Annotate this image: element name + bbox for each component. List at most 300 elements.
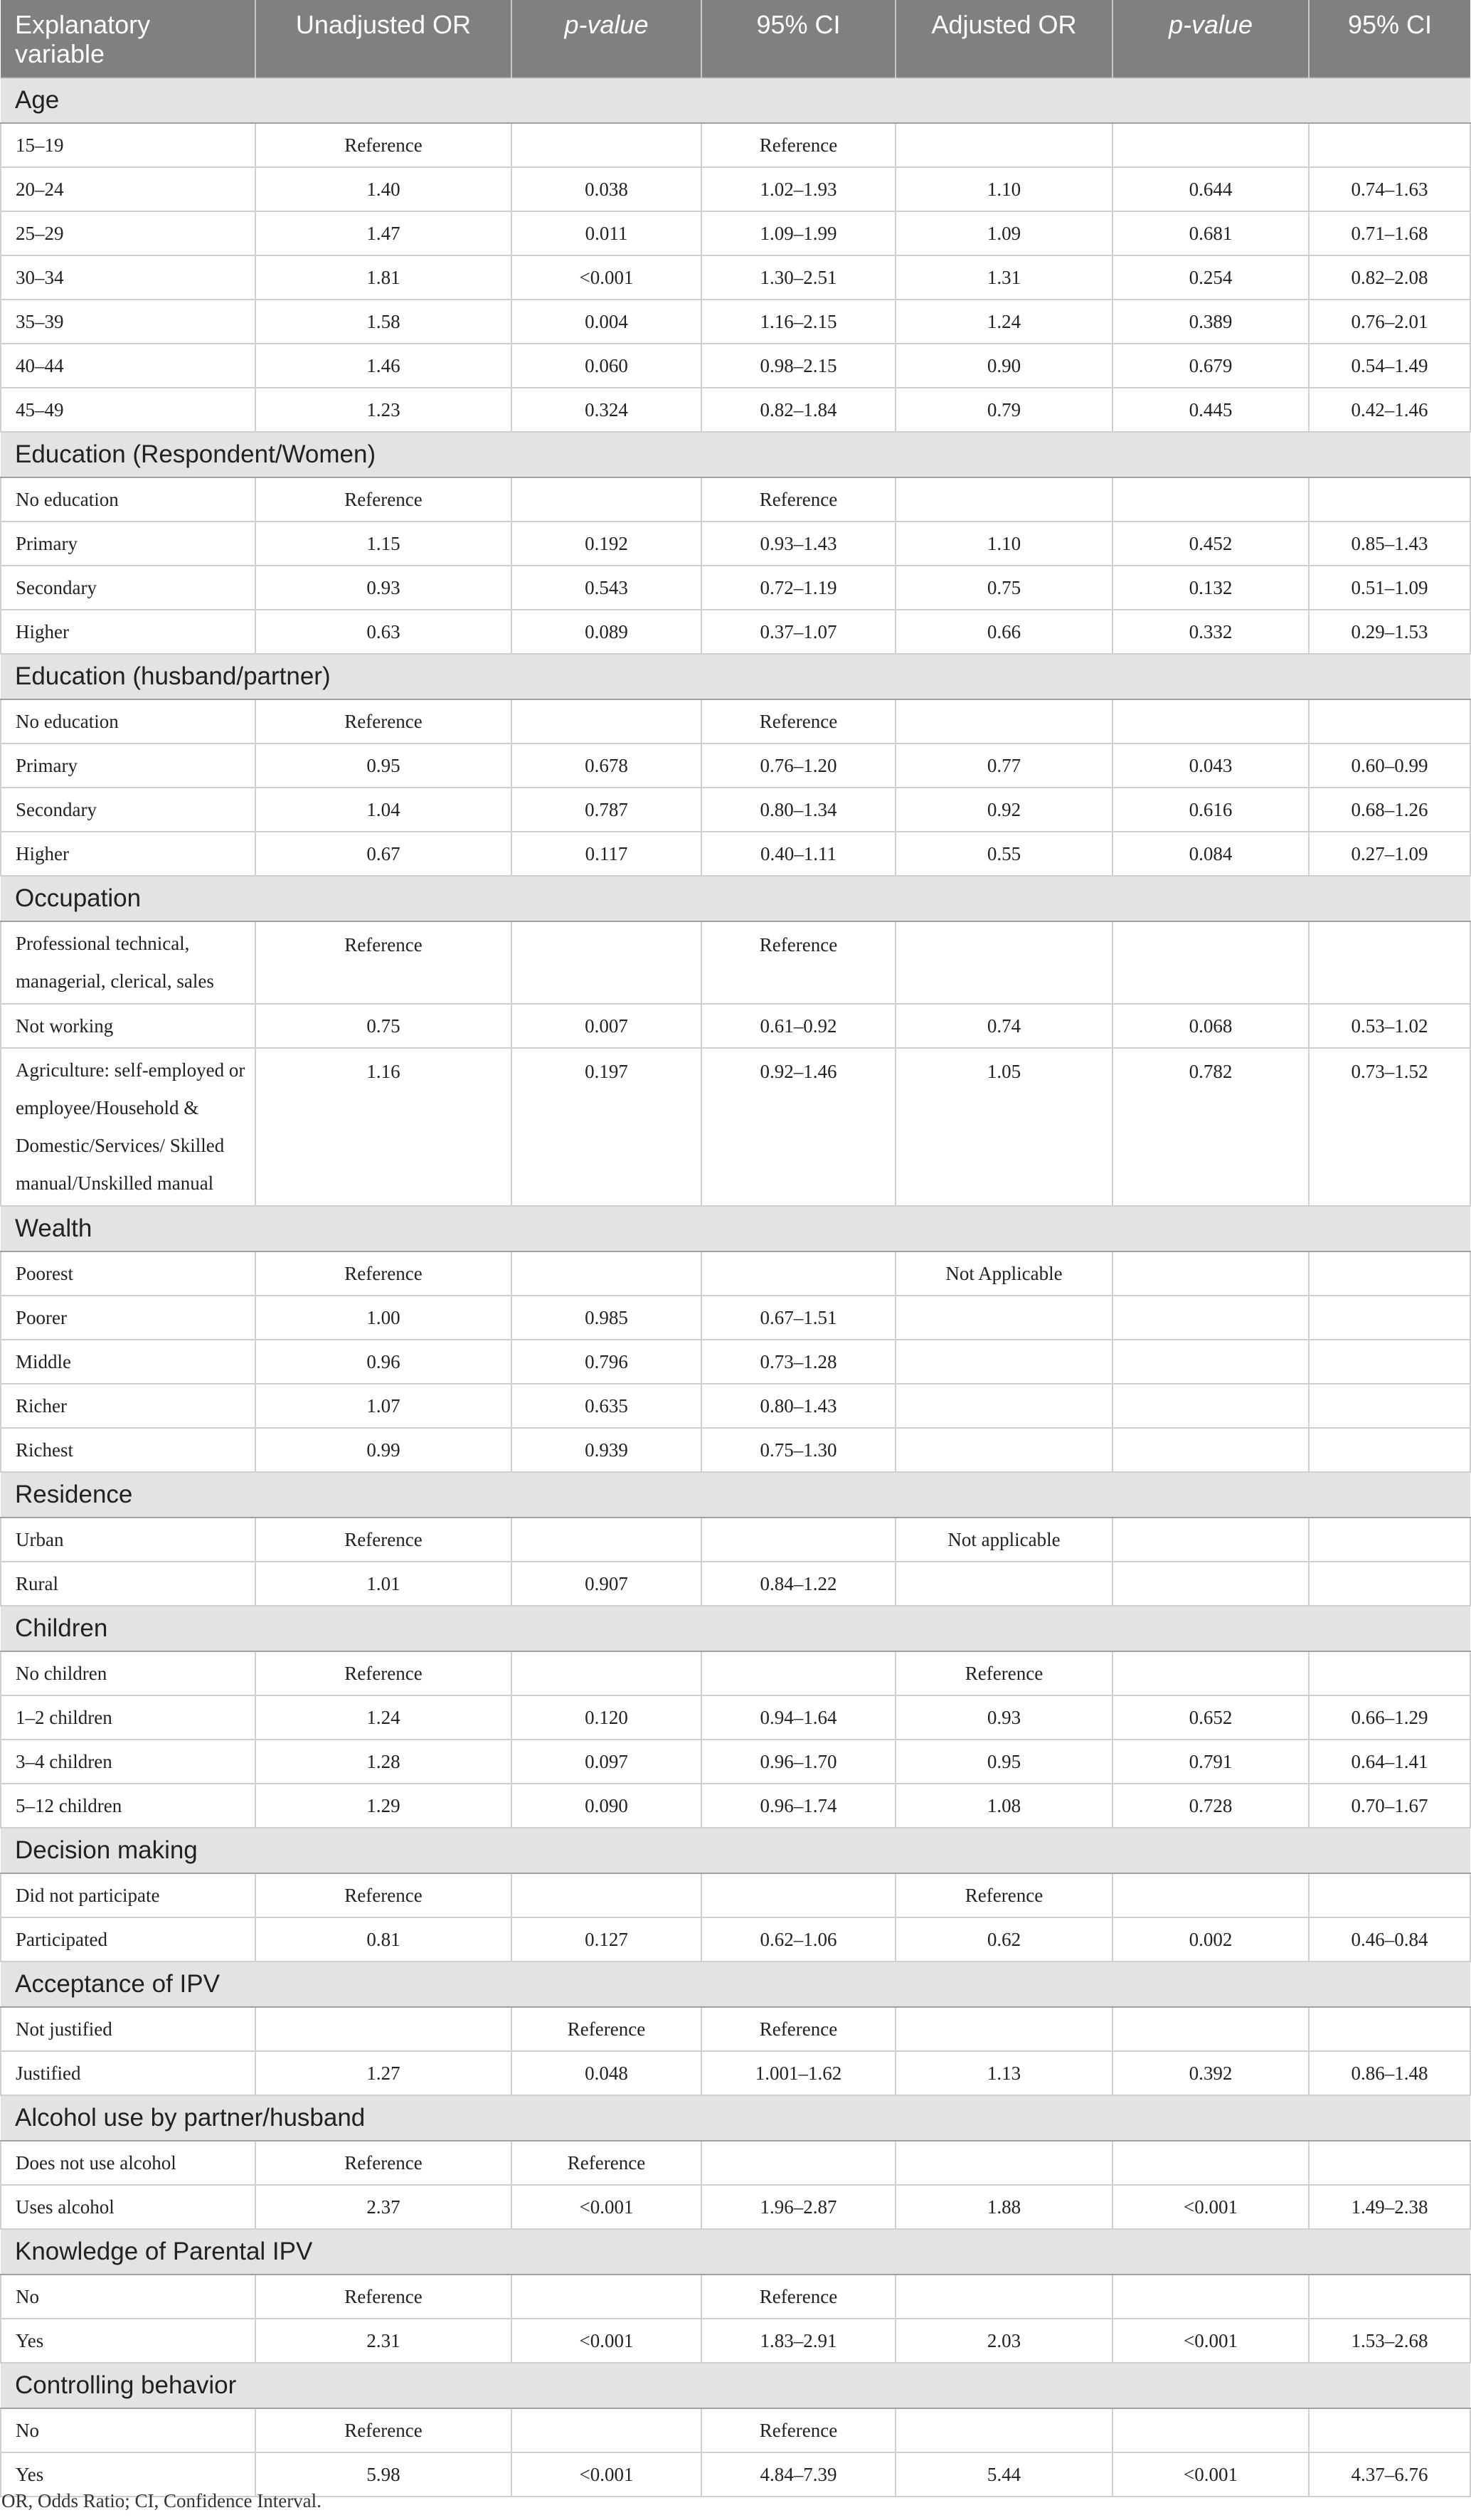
table-row — [1, 1873, 1470, 1917]
cell-variable: 20–24 — [1, 167, 255, 211]
cell-ci-unadjusted: 0.76–1.20 — [701, 743, 896, 788]
header-p-value-unadjusted — [511, 0, 701, 78]
table-row — [1, 788, 1470, 832]
cell-variable: Secondary — [1, 566, 255, 610]
table-row — [1, 743, 1470, 788]
cell-ci-adjusted: 0.76–2.01 — [1309, 300, 1470, 344]
section-title: Residence — [1, 1472, 1470, 1518]
section-header-row — [1, 432, 1470, 477]
cell-unadjusted-or: 1.04 — [255, 788, 511, 832]
cell-ci-adjusted: 0.86–1.48 — [1309, 2051, 1470, 2095]
table-row — [1, 2051, 1470, 2095]
cell-unadjusted-or: 2.31 — [255, 2319, 511, 2363]
cell-ci-unadjusted: 0.62–1.06 — [701, 1917, 896, 1962]
table-row — [1, 255, 1470, 300]
cell-unadjusted-or: 2.37 — [255, 2185, 511, 2229]
table-row — [1, 123, 1470, 167]
cell-ci-unadjusted: Reference — [701, 2408, 896, 2452]
cell-ci-adjusted — [1309, 1251, 1470, 1296]
cell-ci-unadjusted: Reference — [701, 123, 896, 167]
cell-p-value-adjusted: 0.728 — [1112, 1784, 1309, 1828]
table-row — [1, 344, 1470, 388]
table-row — [1, 699, 1470, 743]
cell-ci-adjusted — [1309, 477, 1470, 522]
cell-adjusted-or — [896, 123, 1112, 167]
cell-p-value-unadjusted — [511, 1251, 701, 1296]
cell-adjusted-or: Not applicable — [896, 1518, 1112, 1562]
cell-p-value-unadjusted: <0.001 — [511, 2319, 701, 2363]
cell-adjusted-or: 1.13 — [896, 2051, 1112, 2095]
cell-ci-unadjusted: 4.84–7.39 — [701, 2452, 896, 2497]
section-title: Alcohol use by partner/husband — [1, 2095, 1470, 2141]
table-row — [1, 1695, 1470, 1740]
cell-ci-adjusted — [1309, 1296, 1470, 1340]
cell-ci-unadjusted: 0.75–1.30 — [701, 1428, 896, 1472]
table-row — [1, 1340, 1470, 1384]
cell-variable: Higher — [1, 610, 255, 654]
cell-p-value-adjusted — [1112, 921, 1309, 1004]
cell-unadjusted-or: 1.01 — [255, 1562, 511, 1606]
cell-ci-adjusted — [1309, 921, 1470, 1004]
cell-variable: 15–19 — [1, 123, 255, 167]
section-title: Wealth — [1, 1206, 1470, 1251]
cell-ci-unadjusted: Reference — [701, 2007, 896, 2051]
table-row — [1, 2141, 1470, 2185]
cell-p-value-adjusted: 0.043 — [1112, 743, 1309, 788]
cell-ci-adjusted — [1309, 2141, 1470, 2185]
cell-variable: Yes — [1, 2319, 255, 2363]
cell-p-value-adjusted — [1112, 2007, 1309, 2051]
cell-p-value-adjusted: 0.445 — [1112, 388, 1309, 432]
cell-ci-adjusted — [1309, 2275, 1470, 2319]
cell-variable: 5–12 children — [1, 1784, 255, 1828]
cell-p-value-adjusted: 0.084 — [1112, 832, 1309, 876]
cell-variable: 30–34 — [1, 255, 255, 300]
table-row — [1, 2185, 1470, 2229]
section-header-row — [1, 2363, 1470, 2408]
cell-adjusted-or: 0.66 — [896, 610, 1112, 654]
cell-p-value-adjusted: <0.001 — [1112, 2452, 1309, 2497]
cell-p-value-adjusted — [1112, 2275, 1309, 2319]
cell-adjusted-or: 1.31 — [896, 255, 1112, 300]
section-header-row — [1, 1206, 1470, 1251]
cell-p-value-adjusted: 0.644 — [1112, 167, 1309, 211]
cell-p-value-unadjusted: 0.907 — [511, 1562, 701, 1606]
cell-unadjusted-or: Reference — [255, 2141, 511, 2185]
cell-ci-unadjusted: Reference — [701, 921, 896, 1004]
cell-ci-adjusted — [1309, 1518, 1470, 1562]
table-row — [1, 1428, 1470, 1472]
cell-p-value-adjusted — [1112, 699, 1309, 743]
header-p-value-unadjusted-text: p-value — [564, 10, 649, 39]
cell-unadjusted-or: 1.15 — [255, 522, 511, 566]
cell-variable: Rural — [1, 1562, 255, 1606]
cell-adjusted-or: 0.62 — [896, 1917, 1112, 1962]
cell-adjusted-or: 1.10 — [896, 522, 1112, 566]
cell-unadjusted-or: 1.07 — [255, 1384, 511, 1428]
cell-p-value-adjusted — [1112, 1296, 1309, 1340]
cell-adjusted-or — [896, 2007, 1112, 2051]
section-header-row — [1, 78, 1470, 123]
cell-adjusted-or: 1.88 — [896, 2185, 1112, 2229]
cell-p-value-unadjusted: <0.001 — [511, 2452, 701, 2497]
cell-p-value-adjusted: 0.782 — [1112, 1048, 1309, 1206]
cell-unadjusted-or: 1.47 — [255, 211, 511, 255]
cell-ci-unadjusted: 0.40–1.11 — [701, 832, 896, 876]
cell-variable: Primary — [1, 743, 255, 788]
cell-adjusted-or: 1.10 — [896, 167, 1112, 211]
cell-p-value-adjusted — [1112, 477, 1309, 522]
cell-variable: Secondary — [1, 788, 255, 832]
cell-ci-adjusted — [1309, 2007, 1470, 2051]
cell-ci-adjusted: 0.64–1.41 — [1309, 1740, 1470, 1784]
cell-adjusted-or: 0.92 — [896, 788, 1112, 832]
header-p-value-adjusted — [1112, 0, 1309, 78]
cell-unadjusted-or: Reference — [255, 1651, 511, 1695]
table-row — [1, 610, 1470, 654]
cell-p-value-unadjusted: 0.127 — [511, 1917, 701, 1962]
table-row — [1, 1296, 1470, 1340]
cell-ci-unadjusted: 0.73–1.28 — [701, 1340, 896, 1384]
cell-adjusted-or: 2.03 — [896, 2319, 1112, 2363]
cell-variable: Urban — [1, 1518, 255, 1562]
cell-ci-unadjusted: 0.61–0.92 — [701, 1004, 896, 1048]
table-row — [1, 566, 1470, 610]
table-row — [1, 522, 1470, 566]
cell-adjusted-or: 0.77 — [896, 743, 1112, 788]
section-title: Education (Respondent/Women) — [1, 432, 1470, 477]
cell-unadjusted-or: 0.67 — [255, 832, 511, 876]
section-header-row — [1, 1962, 1470, 2007]
cell-adjusted-or: Not Applicable — [896, 1251, 1112, 1296]
cell-ci-adjusted — [1309, 1340, 1470, 1384]
cell-ci-unadjusted: 0.80–1.34 — [701, 788, 896, 832]
cell-p-value-adjusted: 0.452 — [1112, 522, 1309, 566]
cell-ci-adjusted — [1309, 1562, 1470, 1606]
cell-p-value-unadjusted: 0.011 — [511, 211, 701, 255]
cell-p-value-unadjusted: 0.007 — [511, 1004, 701, 1048]
cell-variable: 25–29 — [1, 211, 255, 255]
table-row — [1, 1917, 1470, 1962]
cell-unadjusted-or: 1.40 — [255, 167, 511, 211]
cell-unadjusted-or: 5.98 — [255, 2452, 511, 2497]
cell-ci-adjusted — [1309, 699, 1470, 743]
cell-adjusted-or: Reference — [896, 1651, 1112, 1695]
cell-variable: 35–39 — [1, 300, 255, 344]
cell-p-value-adjusted — [1112, 1384, 1309, 1428]
cell-p-value-unadjusted — [511, 123, 701, 167]
table-row — [1, 921, 1470, 1004]
cell-ci-adjusted: 0.82–2.08 — [1309, 255, 1470, 300]
cell-ci-unadjusted: 0.37–1.07 — [701, 610, 896, 654]
section-title: Acceptance of IPV — [1, 1962, 1470, 2007]
cell-ci-unadjusted: 0.94–1.64 — [701, 1695, 896, 1740]
table-row — [1, 211, 1470, 255]
cell-adjusted-or: 0.90 — [896, 344, 1112, 388]
cell-unadjusted-or: 1.81 — [255, 255, 511, 300]
cell-p-value-unadjusted: 0.796 — [511, 1340, 701, 1384]
cell-unadjusted-or: Reference — [255, 2408, 511, 2452]
cell-ci-adjusted: 0.68–1.26 — [1309, 788, 1470, 832]
cell-p-value-unadjusted: 0.985 — [511, 1296, 701, 1340]
cell-ci-adjusted: 1.49–2.38 — [1309, 2185, 1470, 2229]
cell-variable: Agriculture: self-employed or employee/Household & Domestic/Services/ Skilled manual/Unskilled manual — [1, 1048, 255, 1206]
cell-variable: Poorer — [1, 1296, 255, 1340]
cell-p-value-adjusted: 0.616 — [1112, 788, 1309, 832]
cell-p-value-unadjusted: 0.120 — [511, 1695, 701, 1740]
cell-p-value-unadjusted: 0.324 — [511, 388, 701, 432]
cell-variable: Uses alcohol — [1, 2185, 255, 2229]
cell-unadjusted-or: 1.00 — [255, 1296, 511, 1340]
cell-variable: Participated — [1, 1917, 255, 1962]
cell-p-value-adjusted — [1112, 1651, 1309, 1695]
cell-variable: Higher — [1, 832, 255, 876]
cell-unadjusted-or: 1.46 — [255, 344, 511, 388]
table-row — [1, 1651, 1470, 1695]
cell-p-value-adjusted — [1112, 1873, 1309, 1917]
cell-ci-unadjusted: 0.96–1.70 — [701, 1740, 896, 1784]
cell-adjusted-or — [896, 2275, 1112, 2319]
cell-unadjusted-or: Reference — [255, 477, 511, 522]
cell-adjusted-or: 0.95 — [896, 1740, 1112, 1784]
table-row — [1, 1004, 1470, 1048]
cell-ci-unadjusted: Reference — [701, 2275, 896, 2319]
cell-unadjusted-or: 1.23 — [255, 388, 511, 432]
cell-ci-adjusted: 0.29–1.53 — [1309, 610, 1470, 654]
cell-p-value-unadjusted: <0.001 — [511, 2185, 701, 2229]
section-header-row — [1, 654, 1470, 699]
table-row — [1, 2319, 1470, 2363]
cell-ci-unadjusted: 0.72–1.19 — [701, 566, 896, 610]
cell-p-value-adjusted — [1112, 1562, 1309, 1606]
header-row — [1, 0, 1470, 78]
cell-p-value-unadjusted: 0.089 — [511, 610, 701, 654]
cell-adjusted-or — [896, 1384, 1112, 1428]
section-header-row — [1, 2229, 1470, 2275]
cell-unadjusted-or: 0.81 — [255, 1917, 511, 1962]
table-row — [1, 1518, 1470, 1562]
cell-ci-unadjusted: 0.82–1.84 — [701, 388, 896, 432]
cell-variable: 40–44 — [1, 344, 255, 388]
cell-ci-unadjusted: 1.09–1.99 — [701, 211, 896, 255]
cell-p-value-adjusted: <0.001 — [1112, 2185, 1309, 2229]
section-header-row — [1, 876, 1470, 921]
cell-p-value-unadjusted: Reference — [511, 2007, 701, 2051]
cell-ci-adjusted — [1309, 2408, 1470, 2452]
cell-ci-adjusted — [1309, 1428, 1470, 1472]
cell-ci-adjusted: 0.85–1.43 — [1309, 522, 1470, 566]
cell-unadjusted-or: 1.29 — [255, 1784, 511, 1828]
cell-unadjusted-or: 0.63 — [255, 610, 511, 654]
cell-unadjusted-or: 1.58 — [255, 300, 511, 344]
cell-adjusted-or: 0.79 — [896, 388, 1112, 432]
cell-p-value-unadjusted — [511, 1518, 701, 1562]
header-unadjusted-or: Unadjusted OR — [255, 0, 511, 78]
cell-ci-unadjusted: 0.98–2.15 — [701, 344, 896, 388]
cell-ci-unadjusted — [701, 1251, 896, 1296]
cell-p-value-adjusted — [1112, 2141, 1309, 2185]
cell-p-value-unadjusted — [511, 2408, 701, 2452]
section-title: Occupation — [1, 876, 1470, 921]
cell-unadjusted-or: 1.27 — [255, 2051, 511, 2095]
cell-adjusted-or: 0.75 — [896, 566, 1112, 610]
section-title: Children — [1, 1606, 1470, 1651]
cell-variable: Does not use alcohol — [1, 2141, 255, 2185]
section-header-row — [1, 1828, 1470, 1873]
cell-p-value-adjusted — [1112, 1518, 1309, 1562]
cell-p-value-adjusted: 0.132 — [1112, 566, 1309, 610]
cell-ci-unadjusted: 1.83–2.91 — [701, 2319, 896, 2363]
table-row — [1, 167, 1470, 211]
section-header-row — [1, 1606, 1470, 1651]
table-row — [1, 1784, 1470, 1828]
section-header-row — [1, 1472, 1470, 1518]
cell-ci-adjusted: 0.54–1.49 — [1309, 344, 1470, 388]
cell-ci-adjusted — [1309, 1651, 1470, 1695]
cell-unadjusted-or: Reference — [255, 123, 511, 167]
cell-p-value-unadjusted — [511, 1651, 701, 1695]
cell-ci-unadjusted — [701, 1651, 896, 1695]
header-explanatory-variable: Explanatory variable — [1, 0, 255, 78]
cell-variable: Justified — [1, 2051, 255, 2095]
cell-ci-adjusted: 0.42–1.46 — [1309, 388, 1470, 432]
cell-ci-unadjusted: 0.67–1.51 — [701, 1296, 896, 1340]
cell-adjusted-or: Reference — [896, 1873, 1112, 1917]
cell-p-value-adjusted: 0.389 — [1112, 300, 1309, 344]
cell-ci-unadjusted: 1.96–2.87 — [701, 2185, 896, 2229]
cell-p-value-adjusted — [1112, 2408, 1309, 2452]
cell-adjusted-or: 5.44 — [896, 2452, 1112, 2497]
section-title: Knowledge of Parental IPV — [1, 2229, 1470, 2275]
cell-unadjusted-or: Reference — [255, 1251, 511, 1296]
cell-ci-unadjusted — [701, 2141, 896, 2185]
table-row — [1, 2408, 1470, 2452]
cell-ci-adjusted — [1309, 123, 1470, 167]
cell-p-value-unadjusted: 0.038 — [511, 167, 701, 211]
cell-variable: Middle — [1, 1340, 255, 1384]
cell-adjusted-or: 1.08 — [896, 1784, 1112, 1828]
cell-p-value-adjusted: 0.254 — [1112, 255, 1309, 300]
cell-p-value-unadjusted: 0.543 — [511, 566, 701, 610]
cell-adjusted-or: 1.24 — [896, 300, 1112, 344]
cell-p-value-unadjusted: 0.004 — [511, 300, 701, 344]
cell-adjusted-or — [896, 2408, 1112, 2452]
cell-ci-unadjusted: Reference — [701, 477, 896, 522]
cell-ci-adjusted: 0.51–1.09 — [1309, 566, 1470, 610]
cell-p-value-unadjusted: 0.635 — [511, 1384, 701, 1428]
cell-adjusted-or — [896, 1296, 1112, 1340]
cell-p-value-unadjusted — [511, 2275, 701, 2319]
cell-adjusted-or: 1.05 — [896, 1048, 1112, 1206]
cell-ci-unadjusted — [701, 1873, 896, 1917]
table-footnote: OR, Odds Ratio; CI, Confidence Interval. — [1, 2490, 322, 2511]
table-row — [1, 1562, 1470, 1606]
cell-ci-unadjusted: 1.02–1.93 — [701, 167, 896, 211]
cell-ci-adjusted: 0.73–1.52 — [1309, 1048, 1470, 1206]
cell-p-value-unadjusted: 0.060 — [511, 344, 701, 388]
cell-p-value-unadjusted: 0.097 — [511, 1740, 701, 1784]
table-row — [1, 1384, 1470, 1428]
cell-p-value-unadjusted: Reference — [511, 2141, 701, 2185]
cell-p-value-unadjusted: <0.001 — [511, 255, 701, 300]
section-header-row — [1, 2095, 1470, 2141]
cell-ci-adjusted: 4.37–6.76 — [1309, 2452, 1470, 2497]
cell-unadjusted-or: 1.28 — [255, 1740, 511, 1784]
header-ci-unadjusted: 95% CI — [701, 0, 896, 78]
cell-ci-adjusted: 0.53–1.02 — [1309, 1004, 1470, 1048]
cell-ci-unadjusted: 0.84–1.22 — [701, 1562, 896, 1606]
table-body — [1, 78, 1470, 2497]
cell-ci-adjusted: 0.71–1.68 — [1309, 211, 1470, 255]
cell-p-value-adjusted: 0.681 — [1112, 211, 1309, 255]
cell-p-value-unadjusted — [511, 699, 701, 743]
cell-ci-adjusted: 0.74–1.63 — [1309, 167, 1470, 211]
cell-unadjusted-or: 0.95 — [255, 743, 511, 788]
table-row — [1, 2007, 1470, 2051]
cell-variable: Poorest — [1, 1251, 255, 1296]
table-row — [1, 2275, 1470, 2319]
cell-ci-unadjusted — [701, 1518, 896, 1562]
cell-ci-unadjusted: 0.92–1.46 — [701, 1048, 896, 1206]
cell-variable: Not justified — [1, 2007, 255, 2051]
cell-adjusted-or — [896, 1340, 1112, 1384]
cell-ci-unadjusted: 1.16–2.15 — [701, 300, 896, 344]
cell-variable: No education — [1, 477, 255, 522]
cell-adjusted-or: 0.93 — [896, 1695, 1112, 1740]
cell-variable: No — [1, 2275, 255, 2319]
cell-p-value-adjusted: 0.068 — [1112, 1004, 1309, 1048]
table-row — [1, 477, 1470, 522]
cell-variable: 3–4 children — [1, 1740, 255, 1784]
cell-ci-adjusted — [1309, 1384, 1470, 1428]
table-row — [1, 1251, 1470, 1296]
cell-variable: Richest — [1, 1428, 255, 1472]
cell-p-value-adjusted: 0.679 — [1112, 344, 1309, 388]
cell-adjusted-or — [896, 921, 1112, 1004]
cell-p-value-adjusted — [1112, 1251, 1309, 1296]
cell-variable: 1–2 children — [1, 1695, 255, 1740]
cell-variable: Primary — [1, 522, 255, 566]
cell-ci-unadjusted: 0.80–1.43 — [701, 1384, 896, 1428]
cell-ci-adjusted: 0.70–1.67 — [1309, 1784, 1470, 1828]
cell-p-value-unadjusted: 0.197 — [511, 1048, 701, 1206]
cell-unadjusted-or: 0.75 — [255, 1004, 511, 1048]
cell-variable: 45–49 — [1, 388, 255, 432]
cell-p-value-adjusted — [1112, 123, 1309, 167]
section-title: Education (husband/partner) — [1, 654, 1470, 699]
table-row — [1, 1048, 1470, 1206]
cell-ci-adjusted: 0.60–0.99 — [1309, 743, 1470, 788]
cell-adjusted-or — [896, 1428, 1112, 1472]
cell-p-value-adjusted — [1112, 1340, 1309, 1384]
cell-ci-adjusted: 0.27–1.09 — [1309, 832, 1470, 876]
table-row — [1, 300, 1470, 344]
cell-ci-adjusted — [1309, 1873, 1470, 1917]
cell-unadjusted-or: 1.16 — [255, 1048, 511, 1206]
cell-p-value-adjusted: 0.002 — [1112, 1917, 1309, 1962]
cell-unadjusted-or — [255, 2007, 511, 2051]
cell-p-value-adjusted — [1112, 1428, 1309, 1472]
cell-ci-unadjusted: 0.96–1.74 — [701, 1784, 896, 1828]
cell-unadjusted-or: 0.96 — [255, 1340, 511, 1384]
cell-ci-unadjusted: 1.001–1.62 — [701, 2051, 896, 2095]
cell-adjusted-or: 0.74 — [896, 1004, 1112, 1048]
cell-unadjusted-or: Reference — [255, 1518, 511, 1562]
cell-adjusted-or — [896, 2141, 1112, 2185]
cell-p-value-adjusted: 0.392 — [1112, 2051, 1309, 2095]
cell-unadjusted-or: 1.24 — [255, 1695, 511, 1740]
cell-p-value-unadjusted: 0.678 — [511, 743, 701, 788]
